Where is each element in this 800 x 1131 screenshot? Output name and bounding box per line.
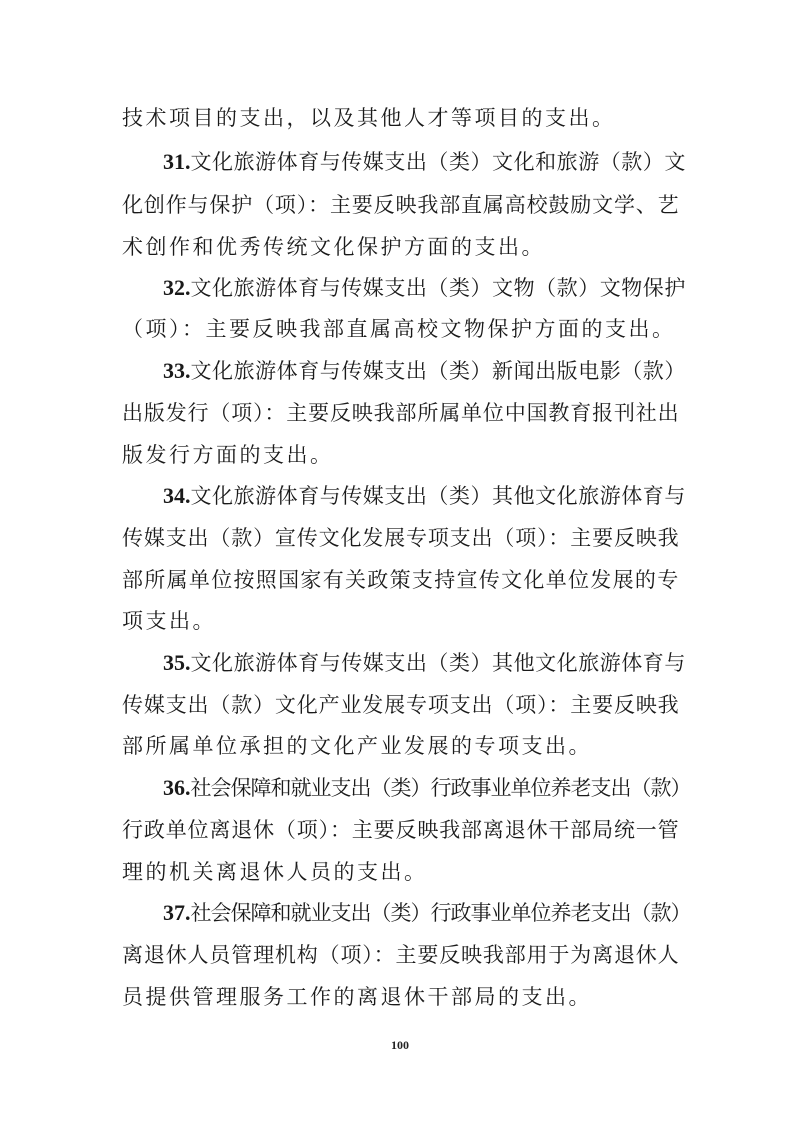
line-text: 理的机关离退休人员的支出。	[122, 860, 428, 884]
paragraph-line	[122, 232, 682, 262]
line-text: （项）：主要反映我部直属高校文物保护方面的支出。	[122, 317, 676, 341]
line-text: 文化旅游体育与传媒支出（类）其他文化旅游体育与	[190, 651, 686, 675]
line-text: 社会保障和就业支出（类）行政事业单位养老支出（款）	[190, 776, 691, 800]
paragraph-line	[163, 898, 691, 928]
item-number: 31.	[163, 149, 191, 174]
line-text: 员提供管理服务工作的离退休干部局的支出。	[122, 985, 592, 1009]
line-text: 技术项目的支出，以及其他人才等项目的支出。	[122, 106, 616, 130]
line-text: 项支出。	[122, 609, 216, 633]
paragraph-line	[122, 982, 682, 1012]
item-number: 35.	[163, 650, 191, 675]
line-text: 化创作与保护（项）：主要反映我部直属高校鼓励文学、艺	[122, 193, 680, 217]
line-text: 文化旅游体育与传媒支出（类）新闻出版电影（款）	[190, 359, 686, 383]
paragraph-line	[122, 440, 682, 470]
line-text: 部所属单位按照国家有关政策支持宣传文化单位发展的专	[122, 568, 680, 592]
item-number: 34.	[163, 483, 191, 508]
paragraph-line	[122, 606, 682, 636]
paragraph-line	[163, 147, 686, 177]
paragraph-line	[122, 565, 682, 595]
paragraph-line	[163, 356, 686, 386]
paragraph-line	[163, 773, 691, 803]
paragraph-line	[163, 481, 686, 511]
paragraph-line	[122, 398, 682, 428]
paragraph-line	[163, 273, 686, 303]
line-text: 文化旅游体育与传媒支出（类）文化和旅游（款）文	[190, 150, 686, 174]
line-text: 社会保障和就业支出（类）行政事业单位养老支出（款）	[190, 901, 691, 925]
line-text: 术创作和优秀传统文化保护方面的支出。	[122, 235, 545, 259]
paragraph-line	[122, 731, 682, 761]
paragraph-line	[122, 523, 682, 553]
paragraph-line	[122, 190, 682, 220]
line-text: 文化旅游体育与传媒支出（类）其他文化旅游体育与	[190, 484, 686, 508]
item-number: 37.	[163, 900, 191, 925]
line-text: 离退休人员管理机构（项）：主要反映我部用于为离退休人	[122, 943, 680, 967]
line-text: 行政单位离退休（项）：主要反映我部离退休干部局统一管	[122, 818, 680, 842]
line-text: 版发行方面的支出。	[122, 443, 334, 467]
paragraph-line	[122, 815, 682, 845]
paragraph-line	[122, 690, 682, 720]
paragraph-line	[122, 103, 682, 133]
paragraph-line	[122, 857, 682, 887]
paragraph-line	[122, 940, 682, 970]
paragraph-line	[163, 648, 686, 678]
line-text: 出版发行（项）：主要反映我部所属单位中国教育报刊社出	[122, 401, 680, 425]
line-text: 传媒支出（款）宣传文化发展专项支出（项）：主要反映我	[122, 526, 680, 550]
paragraph-line	[122, 314, 682, 344]
line-text: 传媒支出（款）文化产业发展专项支出（项）：主要反映我	[122, 693, 680, 717]
item-number: 32.	[163, 275, 191, 300]
line-text: 文化旅游体育与传媒支出（类）文物（款）文物保护	[190, 276, 686, 300]
page-number: 100	[391, 1038, 409, 1052]
line-text: 部所属单位承担的文化产业发展的专项支出。	[122, 734, 592, 758]
item-number: 36.	[163, 775, 191, 800]
item-number: 33.	[163, 358, 191, 383]
